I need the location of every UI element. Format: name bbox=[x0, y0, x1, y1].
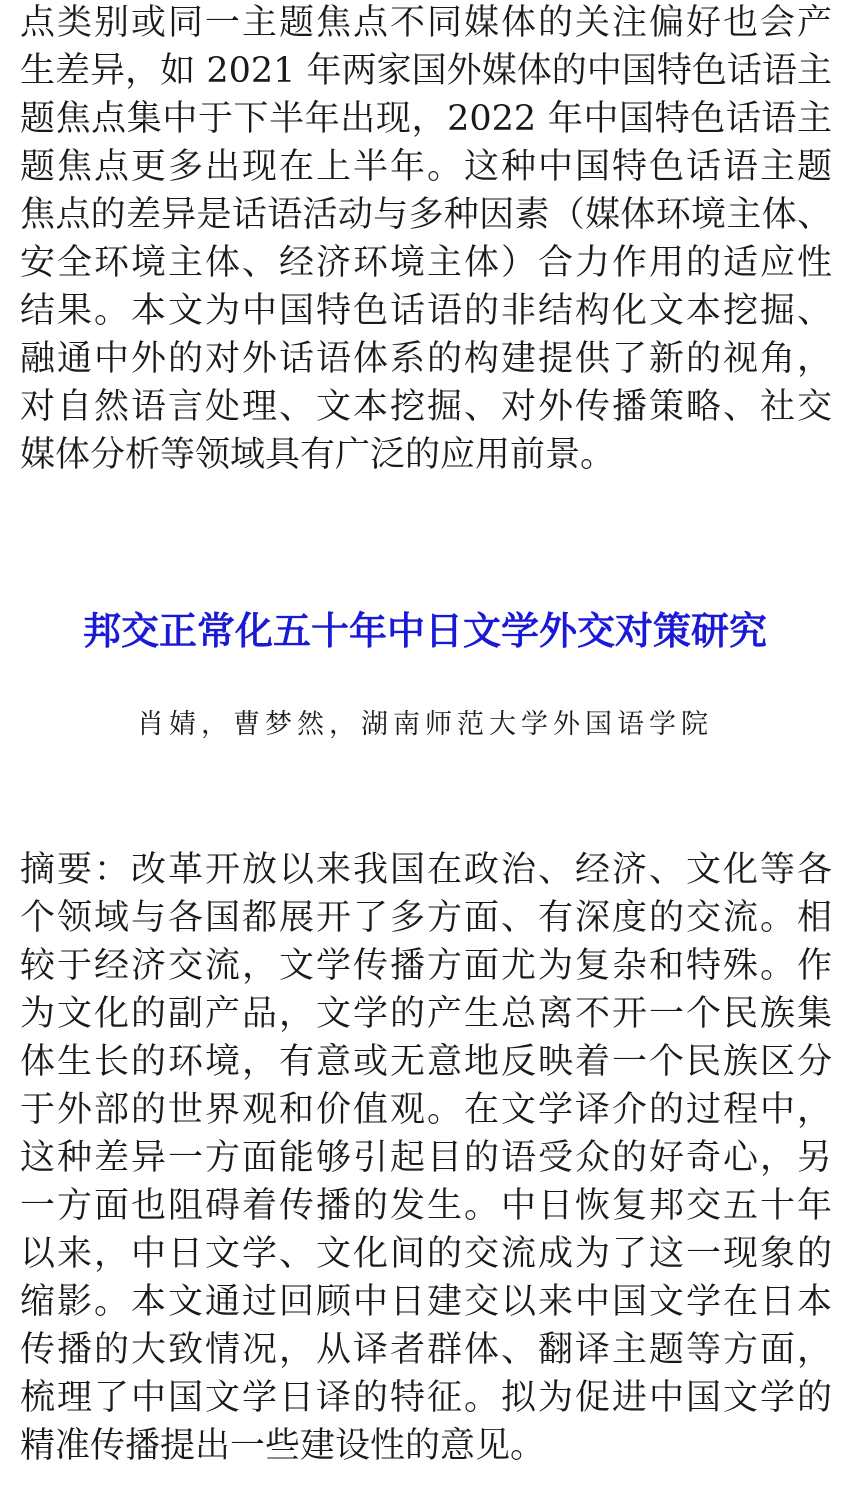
article-authors: 肖婧，曹梦然，湖南师范大学外国语学院 bbox=[137, 709, 713, 740]
text-line: 较于经济交流，文学传播方面尤为复杂和特殊。作 bbox=[20, 946, 832, 986]
text-line: 传播的大致情况，从译者群体、翻译主题等方面， bbox=[20, 1330, 832, 1370]
text-line: 对自然语言处理、文本挖掘、对外传播策略、社交 bbox=[20, 387, 832, 427]
previous-article-paragraph bbox=[20, 0, 832, 479]
text-line: 媒体分析等领域具有广泛的应用前景。 bbox=[20, 435, 616, 475]
text-line: 这种差异一方面能够引起目的语受众的好奇心，另 bbox=[20, 1138, 832, 1178]
text-line: 缩影。本文通过回顾中日建交以来中国文学在日本 bbox=[20, 1282, 832, 1322]
text-line: 一方面也阻碍着传播的发生。中日恢复邦交五十年 bbox=[20, 1186, 832, 1226]
text-line: 摘要：改革开放以来我国在政治、经济、文化等各 bbox=[20, 850, 832, 890]
text-line: 结果。本文为中国特色话语的非结构化文本挖掘、 bbox=[20, 291, 832, 331]
text-line: 于外部的世界观和价值观。在文学译介的过程中， bbox=[20, 1090, 832, 1130]
text-line: 安全环境主体、经济环境主体）合力作用的适应性 bbox=[20, 243, 832, 283]
abstract-paragraph bbox=[20, 846, 832, 1470]
text-line: 个领域与各国都展开了多方面、有深度的交流。相 bbox=[20, 898, 832, 938]
text-line: 体生长的环境，有意或无意地反映着一个民族区分 bbox=[20, 1042, 832, 1082]
text-line: 为文化的副产品，文学的产生总离不开一个民族集 bbox=[20, 994, 832, 1034]
text-line: 题焦点更多出现在上半年。这种中国特色话语主题 bbox=[20, 147, 832, 187]
text-line: 以来，中日文学、文化间的交流成为了这一现象的 bbox=[20, 1234, 832, 1274]
text-line: 融通中外的对外话语体系的构建提供了新的视角， bbox=[20, 339, 832, 379]
text-line: 生差异，如 2021 年两家国外媒体的中国特色话语主 bbox=[20, 51, 832, 91]
text-line: 梳理了中国文学日译的特征。拟为促进中国文学的 bbox=[20, 1378, 832, 1418]
text-line: 点类别或同一主题焦点不同媒体的关注偏好也会产 bbox=[20, 3, 832, 43]
article-title: 邦交正常化五十年中日文学外交对策研究 bbox=[82, 609, 767, 653]
text-line: 精准传播提出一些建设性的意见。 bbox=[20, 1426, 546, 1466]
text-line: 焦点的差异是话语活动与多种因素（媒体环境主体、 bbox=[20, 195, 832, 235]
text-line: 题焦点集中于下半年出现，2022 年中国特色话语主 bbox=[20, 99, 832, 139]
